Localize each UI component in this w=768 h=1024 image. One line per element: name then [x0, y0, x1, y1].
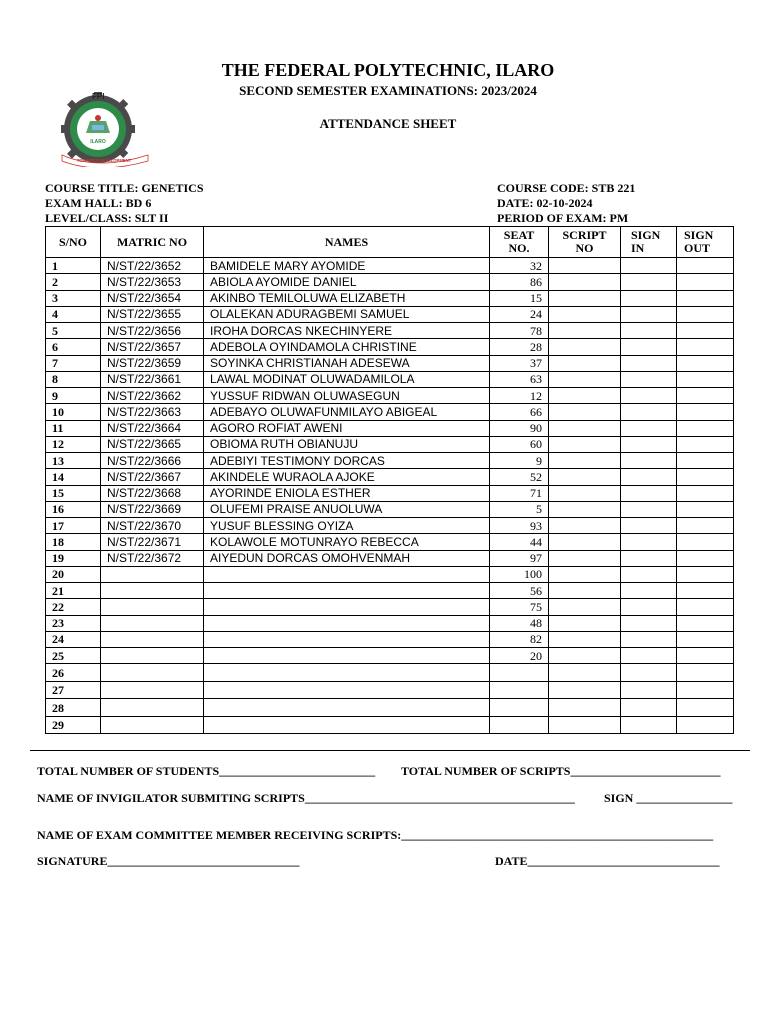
sign-in-cell[interactable]	[621, 355, 677, 371]
seat-cell: 44	[490, 534, 549, 550]
matric-cell	[101, 599, 204, 615]
sign-out-cell[interactable]	[677, 599, 734, 615]
sno-cell: 29	[46, 716, 101, 734]
header-signout-line1: SIGN	[684, 228, 714, 242]
sign-in-cell[interactable]	[621, 371, 677, 387]
matric-cell: N/ST/22/3652	[101, 258, 204, 274]
sno-cell: 20	[46, 566, 101, 582]
script-no-cell[interactable]	[549, 436, 621, 452]
sign-out-cell[interactable]	[677, 274, 734, 290]
name-cell: AGORO ROFIAT AWENI	[204, 420, 490, 436]
seat-cell: 100	[490, 566, 549, 582]
committee-member: NAME OF EXAM COMMITTEE MEMBER RECEIVING SCRIPTS:____________________________________________________	[37, 828, 714, 842]
sign-in-cell[interactable]	[621, 681, 677, 699]
exam-period: PERIOD OF EXAM: PM	[497, 211, 629, 225]
table-row	[46, 583, 734, 599]
sno-cell: 8	[46, 371, 101, 387]
sign-in-cell[interactable]	[621, 631, 677, 647]
script-no-cell[interactable]	[549, 583, 621, 599]
header-script-line2: NO	[575, 241, 594, 255]
sign-in-cell[interactable]	[621, 485, 677, 501]
sign-out-cell[interactable]	[677, 681, 734, 699]
name-cell	[204, 615, 490, 631]
matric-cell: N/ST/22/3663	[101, 404, 204, 420]
institution-logo	[52, 91, 156, 167]
sign-in-cell[interactable]	[621, 339, 677, 355]
table-body	[46, 258, 734, 734]
sno-cell: 23	[46, 615, 101, 631]
logo-motto: TOWARDS DEVELOPMENT	[76, 158, 132, 163]
header-signout-line2: OUT	[684, 241, 711, 255]
seat-cell: 20	[490, 648, 549, 664]
matric-cell: N/ST/22/3655	[101, 306, 204, 322]
name-cell	[204, 599, 490, 615]
seat-cell: 15	[490, 290, 549, 306]
name-cell	[204, 681, 490, 699]
sign-out-cell[interactable]	[677, 664, 734, 682]
table-row	[46, 339, 734, 355]
name-cell	[204, 631, 490, 647]
sign-out-cell[interactable]	[677, 469, 734, 485]
sign-out-cell[interactable]	[677, 699, 734, 717]
seat-cell: 56	[490, 583, 549, 599]
script-no-cell[interactable]	[549, 388, 621, 404]
name-cell: YUSSUF RIDWAN OLUWASEGUN	[204, 388, 490, 404]
sheet-title: ATTENDANCE SHEET	[319, 116, 457, 131]
table-row	[46, 550, 734, 566]
course-info-right	[497, 181, 635, 226]
sno-cell: 28	[46, 699, 101, 717]
matric-cell	[101, 615, 204, 631]
table-row	[46, 566, 734, 582]
name-cell: OBIOMA RUTH OBIANUJU	[204, 436, 490, 452]
seat-cell: 90	[490, 420, 549, 436]
name-cell	[204, 583, 490, 599]
name-cell: ADEBAYO OLUWAFUNMILAYO ABIGEAL	[204, 404, 490, 420]
header-signin-line1: SIGN	[631, 228, 661, 242]
sign-in-cell[interactable]	[621, 323, 677, 339]
total-students: TOTAL NUMBER OF STUDENTS__________________________	[37, 764, 376, 778]
table-row	[46, 534, 734, 550]
sign-in-cell[interactable]	[621, 453, 677, 469]
course-code: COURSE CODE: STB 221	[497, 181, 636, 195]
exam-subtitle: SECOND SEMESTER EXAMINATIONS: 2023/2024	[239, 83, 537, 98]
sign-in-cell[interactable]	[621, 550, 677, 566]
sno-cell: 19	[46, 550, 101, 566]
name-cell: AKINBO TEMILOLUWA ELIZABETH	[204, 290, 490, 306]
matric-cell: N/ST/22/3671	[101, 534, 204, 550]
sign-out-cell[interactable]	[677, 355, 734, 371]
table-row	[46, 258, 734, 274]
sign-in-cell[interactable]	[621, 436, 677, 452]
seat-cell	[490, 716, 549, 734]
script-no-cell[interactable]	[549, 306, 621, 322]
sign-out-cell[interactable]	[677, 371, 734, 387]
logo-top-text: FPI	[92, 92, 105, 101]
sign-out-cell[interactable]	[677, 290, 734, 306]
matric-cell: N/ST/22/3657	[101, 339, 204, 355]
sign-in-cell[interactable]	[621, 566, 677, 582]
institution-title: THE FEDERAL POLYTECHNIC, ILARO	[221, 60, 555, 80]
script-no-cell[interactable]	[549, 485, 621, 501]
matric-cell: N/ST/22/3664	[101, 420, 204, 436]
script-no-cell[interactable]	[549, 323, 621, 339]
sno-cell: 18	[46, 534, 101, 550]
sno-cell: 13	[46, 453, 101, 469]
course-info-left	[45, 181, 204, 226]
seat-cell: 93	[490, 518, 549, 534]
name-cell: LAWAL MODINAT OLUWADAMILOLA	[204, 371, 490, 387]
seat-cell: 63	[490, 371, 549, 387]
seat-cell: 9	[490, 453, 549, 469]
name-cell: IROHA DORCAS NKECHINYERE	[204, 323, 490, 339]
matric-cell: N/ST/22/3661	[101, 371, 204, 387]
sign-in-cell[interactable]	[621, 664, 677, 682]
sign-out-cell[interactable]	[677, 534, 734, 550]
seat-cell: 32	[490, 258, 549, 274]
matric-cell: N/ST/22/3665	[101, 436, 204, 452]
script-no-cell[interactable]	[549, 615, 621, 631]
sign-in-cell[interactable]	[621, 404, 677, 420]
name-cell	[204, 566, 490, 582]
sign-in-cell[interactable]	[621, 518, 677, 534]
table-row	[46, 681, 734, 699]
name-cell: BAMIDELE MARY AYOMIDE	[204, 258, 490, 274]
script-no-cell[interactable]	[549, 518, 621, 534]
table-row	[46, 699, 734, 717]
sign-out-cell[interactable]	[677, 566, 734, 582]
header-seat-line2: NO.	[508, 241, 530, 255]
table-row	[46, 453, 734, 469]
name-cell: AKINDELE WURAOLA AJOKE	[204, 469, 490, 485]
script-no-cell[interactable]	[549, 699, 621, 717]
matric-cell	[101, 631, 204, 647]
sno-cell: 7	[46, 355, 101, 371]
script-no-cell[interactable]	[549, 404, 621, 420]
script-no-cell[interactable]	[549, 469, 621, 485]
seat-cell: 71	[490, 485, 549, 501]
name-cell	[204, 648, 490, 664]
sno-cell: 4	[46, 306, 101, 322]
matric-cell: N/ST/22/3662	[101, 388, 204, 404]
sno-cell: 12	[46, 436, 101, 452]
matric-cell	[101, 566, 204, 582]
sign-in-cell[interactable]	[621, 716, 677, 734]
sno-cell: 17	[46, 518, 101, 534]
header-sign-in	[621, 227, 677, 258]
script-no-cell[interactable]	[549, 681, 621, 699]
matric-cell: N/ST/22/3656	[101, 323, 204, 339]
total-scripts: TOTAL NUMBER OF SCRIPTS_________________________	[401, 764, 721, 778]
header-seat-line1: SEAT	[503, 228, 535, 242]
name-cell: AYORINDE ENIOLA ESTHER	[204, 485, 490, 501]
name-cell: SOYINKA CHRISTIANAH ADESEWA	[204, 355, 490, 371]
matric-cell: N/ST/22/3654	[101, 290, 204, 306]
script-no-cell[interactable]	[549, 274, 621, 290]
sno-cell: 24	[46, 631, 101, 647]
matric-cell: N/ST/22/3653	[101, 274, 204, 290]
sno-cell: 15	[46, 485, 101, 501]
header-script-line1: SCRIPT	[562, 228, 607, 242]
sno-cell: 1	[46, 258, 101, 274]
table-row	[46, 599, 734, 615]
script-no-cell[interactable]	[549, 355, 621, 371]
table-row	[46, 518, 734, 534]
table-row	[46, 615, 734, 631]
sign-in-cell[interactable]	[621, 469, 677, 485]
sign-in-cell[interactable]	[621, 290, 677, 306]
table-row	[46, 306, 734, 322]
table-row	[46, 404, 734, 420]
sign-in-cell[interactable]	[621, 274, 677, 290]
table-row	[46, 716, 734, 734]
script-no-cell[interactable]	[549, 599, 621, 615]
seat-cell: 82	[490, 631, 549, 647]
script-no-cell[interactable]	[549, 566, 621, 582]
table-row	[46, 631, 734, 647]
sno-cell: 5	[46, 323, 101, 339]
name-cell: KOLAWOLE MOTUNRAYO REBECCA	[204, 534, 490, 550]
sign-out-cell[interactable]	[677, 583, 734, 599]
level-class: LEVEL/CLASS: SLT II	[45, 211, 169, 225]
script-no-cell[interactable]	[549, 534, 621, 550]
table-row	[46, 290, 734, 306]
signature: SIGNATURE________________________________	[37, 854, 300, 868]
seat-cell: 12	[490, 388, 549, 404]
name-cell	[204, 699, 490, 717]
name-cell: ADEBOLA OYINDAMOLA CHRISTINE	[204, 339, 490, 355]
header-script	[549, 227, 621, 258]
header-signin-line2: IN	[631, 241, 645, 255]
course-title: COURSE TITLE: GENETICS	[45, 181, 204, 195]
table-header-row	[46, 227, 734, 258]
sign-out-cell[interactable]	[677, 258, 734, 274]
sign-out-cell[interactable]	[677, 436, 734, 452]
sign-in-cell[interactable]	[621, 599, 677, 615]
matric-cell	[101, 716, 204, 734]
script-no-cell[interactable]	[549, 420, 621, 436]
sno-cell: 27	[46, 681, 101, 699]
name-cell: ABIOLA AYOMIDE DANIEL	[204, 274, 490, 290]
seat-cell: 86	[490, 274, 549, 290]
seat-cell: 66	[490, 404, 549, 420]
matric-cell	[101, 699, 204, 717]
sign-out-cell[interactable]	[677, 306, 734, 322]
matric-cell	[101, 583, 204, 599]
table-row	[46, 664, 734, 682]
name-cell	[204, 716, 490, 734]
sno-cell: 26	[46, 664, 101, 682]
header-seat	[490, 227, 549, 258]
table-row	[46, 469, 734, 485]
date-line: DATE________________________________	[495, 854, 720, 868]
sign-out-cell[interactable]	[677, 550, 734, 566]
sno-cell: 2	[46, 274, 101, 290]
sign-in-cell[interactable]	[621, 615, 677, 631]
exam-hall: EXAM HALL: BD 6	[45, 196, 152, 210]
sign-in-cell[interactable]	[621, 306, 677, 322]
name-cell: ADEBIYI TESTIMONY DORCAS	[204, 453, 490, 469]
script-no-cell[interactable]	[549, 716, 621, 734]
header-names: NAMES	[204, 227, 490, 258]
script-no-cell[interactable]	[549, 290, 621, 306]
sign-in-cell[interactable]	[621, 699, 677, 717]
seat-cell: 24	[490, 306, 549, 322]
name-cell: OLALEKAN ADURAGBEMI SAMUEL	[204, 306, 490, 322]
header-matric: MATRIC NO	[101, 227, 204, 258]
matric-cell	[101, 648, 204, 664]
seat-cell: 97	[490, 550, 549, 566]
table-row	[46, 323, 734, 339]
sign-out-cell[interactable]	[677, 323, 734, 339]
sno-cell: 21	[46, 583, 101, 599]
table-row	[46, 501, 734, 517]
sno-cell: 14	[46, 469, 101, 485]
seat-cell: 28	[490, 339, 549, 355]
script-no-cell[interactable]	[549, 501, 621, 517]
seat-cell	[490, 699, 549, 717]
sign-out-cell[interactable]	[677, 501, 734, 517]
invigilator-name: NAME OF INVIGILATOR SUBMITING SCRIPTS_____________________________________________	[37, 791, 575, 805]
sign-out-cell[interactable]	[677, 485, 734, 501]
sno-cell: 3	[46, 290, 101, 306]
table-row	[46, 371, 734, 387]
sno-cell: 11	[46, 420, 101, 436]
sno-cell: 6	[46, 339, 101, 355]
script-no-cell[interactable]	[549, 648, 621, 664]
matric-cell: N/ST/22/3659	[101, 355, 204, 371]
logo-center-text: ILARO	[90, 139, 106, 145]
script-no-cell[interactable]	[549, 631, 621, 647]
matric-cell: N/ST/22/3668	[101, 485, 204, 501]
sign-out-cell[interactable]	[677, 388, 734, 404]
header-sno: S/NO	[46, 227, 101, 258]
sign-out-cell[interactable]	[677, 631, 734, 647]
sno-cell: 16	[46, 501, 101, 517]
footer-divider	[30, 750, 750, 751]
name-cell: YUSUF BLESSING OYIZA	[204, 518, 490, 534]
seat-cell: 48	[490, 615, 549, 631]
name-cell: AIYEDUN DORCAS OMOHVENMAH	[204, 550, 490, 566]
sign-out-cell[interactable]	[677, 615, 734, 631]
script-no-cell[interactable]	[549, 550, 621, 566]
seat-cell: 5	[490, 501, 549, 517]
matric-cell	[101, 681, 204, 699]
sno-cell: 9	[46, 388, 101, 404]
sno-cell: 22	[46, 599, 101, 615]
sign-in-cell[interactable]	[621, 583, 677, 599]
sign-out-cell[interactable]	[677, 518, 734, 534]
table-row	[46, 485, 734, 501]
table-row	[46, 420, 734, 436]
script-no-cell[interactable]	[549, 258, 621, 274]
name-cell	[204, 664, 490, 682]
seat-cell: 52	[490, 469, 549, 485]
invigilator-sign: SIGN ________________	[604, 791, 733, 805]
exam-date: DATE: 02-10-2024	[497, 196, 593, 210]
sign-in-cell[interactable]	[621, 420, 677, 436]
script-no-cell[interactable]	[549, 371, 621, 387]
sign-out-cell[interactable]	[677, 339, 734, 355]
sign-in-cell[interactable]	[621, 534, 677, 550]
matric-cell: N/ST/22/3670	[101, 518, 204, 534]
sign-in-cell[interactable]	[621, 388, 677, 404]
table-row	[46, 388, 734, 404]
sno-cell: 10	[46, 404, 101, 420]
table-row	[46, 436, 734, 452]
script-no-cell[interactable]	[549, 453, 621, 469]
sign-out-cell[interactable]	[677, 648, 734, 664]
matric-cell: N/ST/22/3669	[101, 501, 204, 517]
sign-in-cell[interactable]	[621, 258, 677, 274]
sign-out-cell[interactable]	[677, 716, 734, 734]
table-row	[46, 648, 734, 664]
seat-cell: 78	[490, 323, 549, 339]
table-row	[46, 355, 734, 371]
matric-cell: N/ST/22/3666	[101, 453, 204, 469]
header-sign-out	[677, 227, 734, 258]
sign-in-cell[interactable]	[621, 501, 677, 517]
matric-cell	[101, 664, 204, 682]
matric-cell: N/ST/22/3667	[101, 469, 204, 485]
sign-in-cell[interactable]	[621, 648, 677, 664]
seat-cell: 37	[490, 355, 549, 371]
sign-out-cell[interactable]	[677, 404, 734, 420]
matric-cell: N/ST/22/3672	[101, 550, 204, 566]
sign-out-cell[interactable]	[677, 420, 734, 436]
seat-cell	[490, 681, 549, 699]
name-cell: OLUFEMI PRAISE ANUOLUWA	[204, 501, 490, 517]
seat-cell: 60	[490, 436, 549, 452]
sign-out-cell[interactable]	[677, 453, 734, 469]
attendance-table	[45, 226, 734, 734]
table-row	[46, 274, 734, 290]
seat-cell: 75	[490, 599, 549, 615]
script-no-cell[interactable]	[549, 664, 621, 682]
seat-cell	[490, 664, 549, 682]
script-no-cell[interactable]	[549, 339, 621, 355]
sno-cell: 25	[46, 648, 101, 664]
